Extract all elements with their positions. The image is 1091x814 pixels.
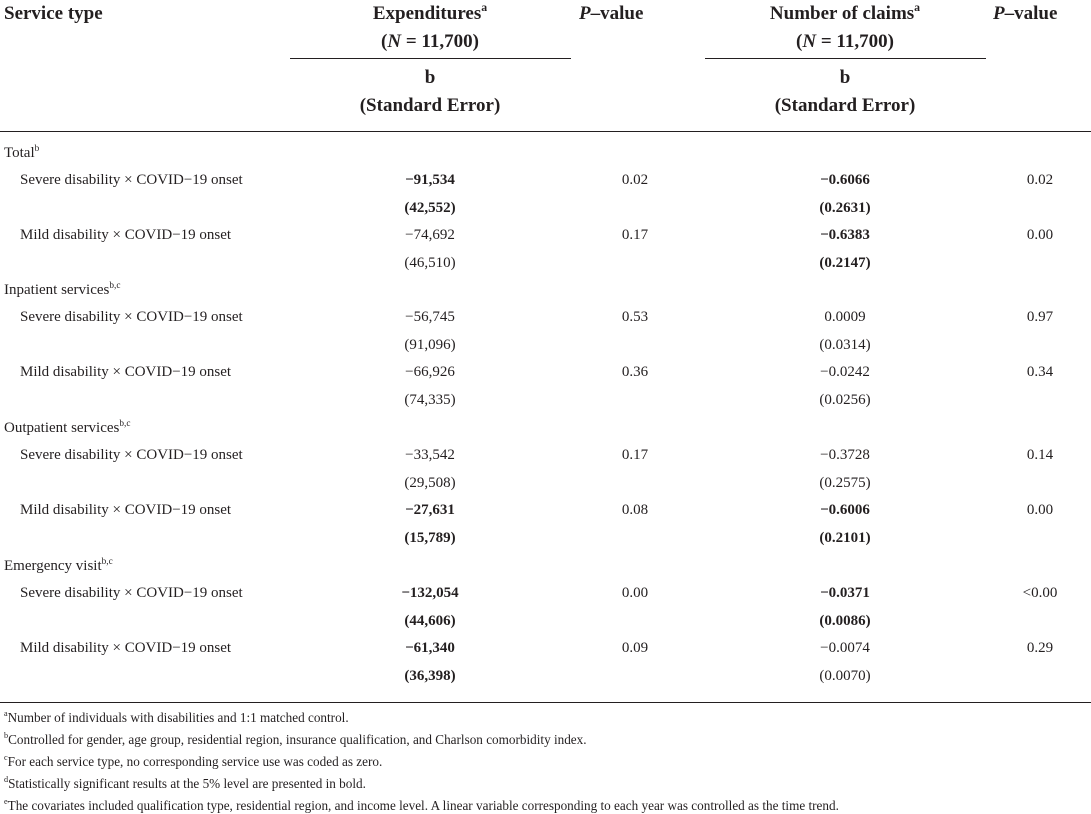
claims-coef: 0.0009 — [824, 309, 866, 326]
expenditure-pvalue: 0.02 — [621, 172, 649, 189]
claims-coef: −0.6066 — [820, 172, 870, 189]
expenditure-pvalue: 0.53 — [621, 309, 649, 326]
footnote: $^d$Statistically significant results at the 5% level are presented in bold. — [4, 775, 366, 791]
row-label: Mild disability × COVID−19 onset — [20, 227, 232, 244]
expenditure-se: (29,508) — [404, 474, 456, 491]
expenditure-pvalue: 0.17 — [621, 227, 649, 244]
claims-se: (0.2631) — [819, 199, 871, 216]
section-title: Outpatient services$^{b,c}$ — [4, 418, 131, 436]
claims-pvalue: 0.29 — [1026, 640, 1054, 657]
expenditure-coef: −33,542 — [405, 447, 455, 464]
header-pvalue-claims: P–value — [993, 3, 1058, 24]
claims-pvalue: <0.00 — [1022, 585, 1058, 602]
footnote: $^b$Controlled for gender, age group, residential region, insurance qualification, and Charlson comorbidity index. — [4, 731, 587, 747]
expenditure-se: (42,552) — [404, 199, 456, 216]
header-claims-se: (Standard Error) — [774, 95, 916, 116]
row-label: Severe disability × COVID−19 onset — [20, 309, 243, 326]
claims-se: (0.0070) — [819, 667, 871, 684]
expenditure-coef: −61,340 — [405, 640, 455, 657]
expenditure-se: (36,398) — [404, 667, 456, 684]
row-label: Mild disability × COVID−19 onset — [20, 502, 232, 519]
claims-pvalue: 0.97 — [1026, 309, 1054, 326]
claims-coef: −0.0242 — [820, 364, 870, 381]
expenditure-coef: −91,534 — [405, 172, 455, 189]
footnote: $^e$The covariates included qualification type, residential region, and income level. A linear variable corresponding to each year was controlled as the time trend. — [4, 797, 839, 813]
expenditure-pvalue: 0.08 — [621, 502, 649, 519]
expenditure-coef: −27,631 — [405, 502, 455, 519]
claims-pvalue: 0.00 — [1026, 227, 1054, 244]
claims-pvalue: 0.02 — [1026, 172, 1054, 189]
header-expenditures-n: (N = 11,700) — [381, 31, 479, 52]
claims-pvalue: 0.14 — [1026, 447, 1054, 464]
claims-coef: −0.6006 — [820, 502, 870, 519]
expenditure-pvalue: 0.00 — [621, 585, 649, 602]
table-bottom-rule — [0, 702, 1091, 703]
claims-se: (0.2575) — [819, 474, 871, 491]
header-pvalue-expenditures: P–value — [579, 3, 644, 24]
header-expenditures-se: (Standard Error) — [359, 95, 501, 116]
section-title: Total$^b$ — [4, 143, 40, 161]
row-label: Mild disability × COVID−19 onset — [20, 364, 232, 381]
claims-se: (0.2147) — [819, 254, 871, 271]
row-label: Severe disability × COVID−19 onset — [20, 172, 243, 189]
expenditure-coef: −56,745 — [405, 309, 455, 326]
claims-pvalue: 0.00 — [1026, 502, 1054, 519]
expenditure-coef: −132,054 — [401, 585, 459, 602]
expenditure-coef: −66,926 — [405, 364, 455, 381]
claims-coef: −0.0074 — [820, 640, 870, 657]
claims-se: (0.0256) — [819, 391, 871, 408]
expenditure-pvalue: 0.09 — [621, 640, 649, 657]
row-label: Mild disability × COVID−19 onset — [20, 640, 232, 657]
expenditure-se: (46,510) — [404, 254, 456, 271]
claims-coef: −0.0371 — [820, 585, 870, 602]
footnote: $^a$Number of individuals with disabilities and 1:1 matched control. — [4, 709, 349, 725]
expenditures-subrule — [290, 58, 571, 59]
expenditure-se: (15,789) — [404, 529, 456, 546]
claims-subrule — [705, 58, 986, 59]
claims-coef: −0.6383 — [820, 227, 870, 244]
section-title: Inpatient services$^{b,c}$ — [4, 280, 121, 298]
claims-coef: −0.3728 — [820, 447, 870, 464]
footnote: $^c$For each service type, no corresponding service use was coded as zero. — [4, 753, 383, 769]
claims-se: (0.0314) — [819, 336, 871, 353]
claims-se: (0.0086) — [819, 612, 871, 629]
header-claims-b: b — [839, 67, 851, 88]
row-label: Severe disability × COVID−19 onset — [20, 447, 243, 464]
header-claims-n: (N = 11,700) — [796, 31, 894, 52]
expenditure-coef: −74,692 — [405, 227, 455, 244]
row-label: Severe disability × COVID−19 onset — [20, 585, 243, 602]
header-service-type: Service type — [4, 3, 103, 24]
header-bottom-rule — [0, 131, 1091, 132]
expenditure-pvalue: 0.36 — [621, 364, 649, 381]
expenditure-se: (44,606) — [404, 612, 456, 629]
header-expenditures-b: b — [424, 67, 436, 88]
claims-se: (0.2101) — [819, 529, 871, 546]
header-expenditures: Expenditures$^a$ — [372, 1, 488, 24]
expenditure-pvalue: 0.17 — [621, 447, 649, 464]
section-title: Emergency visit$^{b,c}$ — [4, 556, 113, 574]
header-claims: Number of claims$^a$ — [769, 1, 921, 24]
claims-pvalue: 0.34 — [1026, 364, 1054, 381]
expenditure-se: (91,096) — [404, 336, 456, 353]
expenditure-se: (74,335) — [404, 391, 456, 408]
